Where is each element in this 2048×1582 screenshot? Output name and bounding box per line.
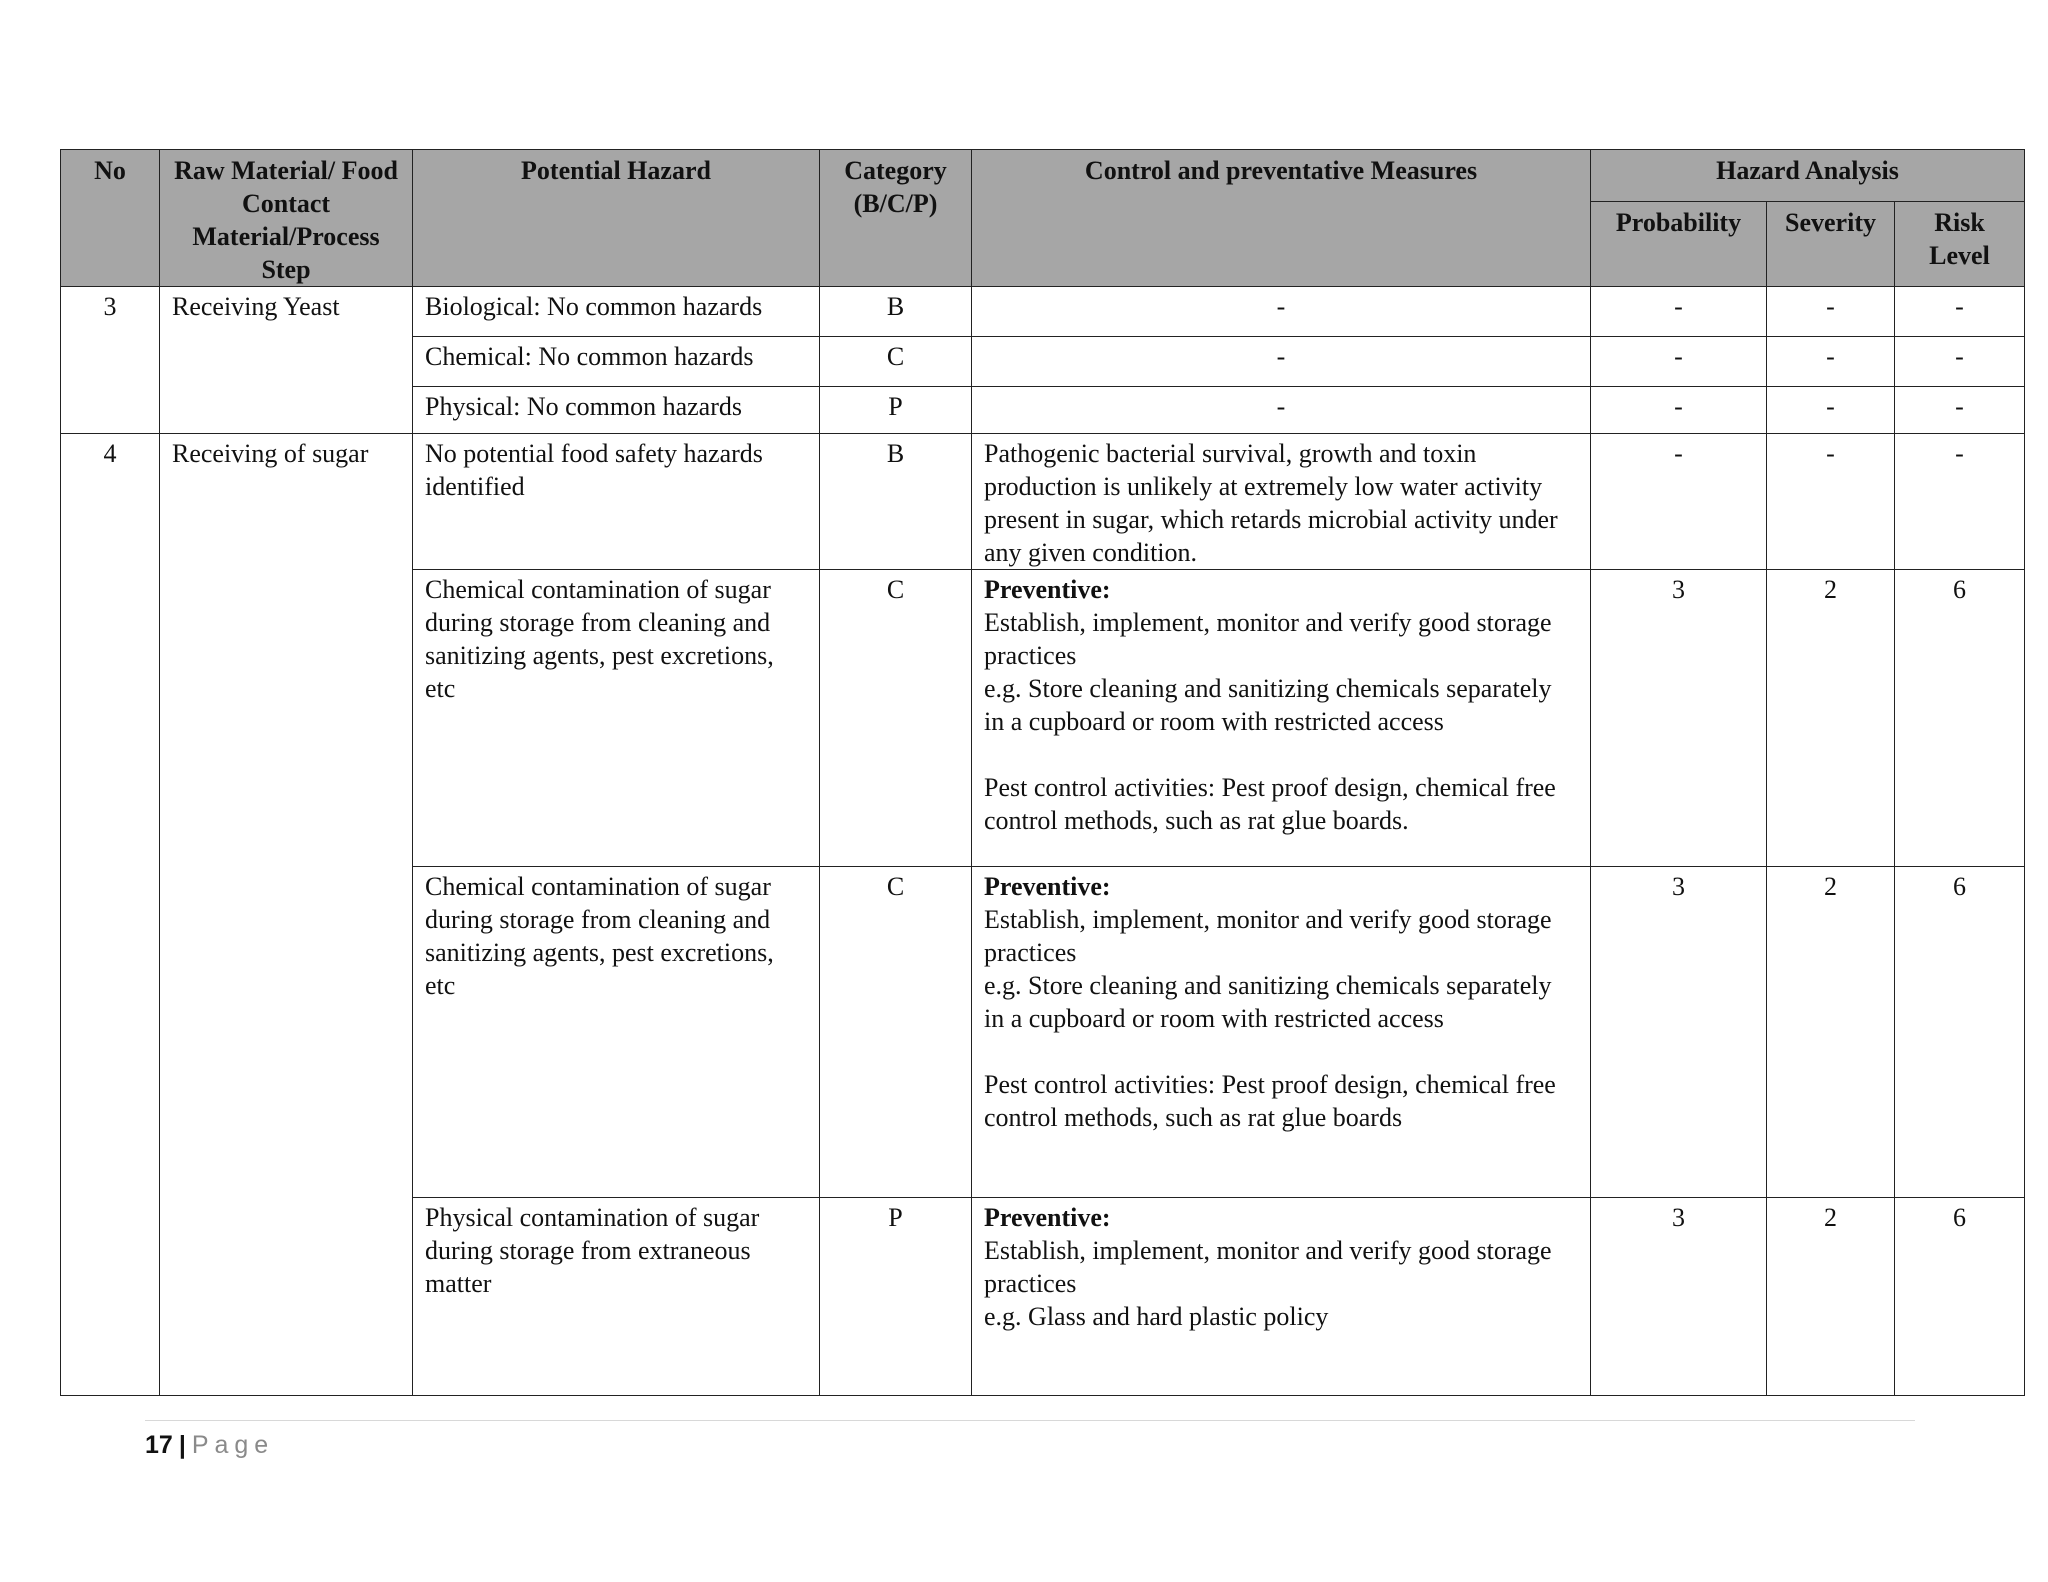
category-cell: C	[820, 570, 972, 867]
preventive-label: Preventive:	[984, 575, 1111, 604]
severity-cell: 2	[1767, 570, 1895, 867]
potential-hazard-cell: Physical: No common hazards	[413, 387, 820, 434]
control-measures-text: Establish, implement, monitor and verify good storage practices e.g. Store cleaning and sanitizing chemicals separately in a cupboard or room with restricted access Pest control activities: Pest proof design, chemical free control methods, such as rat glue boards.	[984, 608, 1556, 835]
header-probability: Probability	[1591, 201, 1767, 286]
control-measures-text: -	[1276, 342, 1286, 371]
page-number: 17	[145, 1431, 173, 1459]
risk-level-cell: 6	[1895, 570, 2025, 867]
header-no: No	[61, 150, 160, 287]
process-step-cell: Receiving of sugar	[160, 434, 413, 1396]
category-cell: P	[820, 387, 972, 434]
preventive-label: Preventive:	[984, 1203, 1111, 1232]
category-cell: P	[820, 1198, 972, 1396]
category-cell: B	[820, 287, 972, 337]
probability-cell: -	[1591, 287, 1767, 337]
risk-level-cell: -	[1895, 337, 2025, 387]
control-measures-cell	[972, 434, 1591, 570]
potential-hazard-cell: No potential food safety hazards identified	[413, 434, 820, 570]
control-measures-text: -	[1276, 292, 1286, 321]
header-category: Category (B/C/P)	[820, 150, 972, 287]
step-number-cell: 4	[61, 434, 160, 1396]
header-risk-level: Risk Level	[1895, 201, 2025, 286]
table-row	[61, 434, 2025, 570]
preventive-label: Preventive:	[984, 872, 1111, 901]
category-cell: B	[820, 434, 972, 570]
probability-cell: -	[1591, 434, 1767, 570]
probability-cell: -	[1591, 337, 1767, 387]
potential-hazard-cell: Chemical contamination of sugar during storage from cleaning and sanitizing agents, pest excretions, etc	[413, 570, 820, 867]
step-number-cell: 3	[61, 287, 160, 434]
page-footer	[145, 1420, 1915, 1460]
severity-cell: 2	[1767, 867, 1895, 1198]
control-measures-text: -	[1276, 392, 1286, 421]
process-step-cell: Receiving Yeast	[160, 287, 413, 434]
probability-cell: 3	[1591, 867, 1767, 1198]
control-measures-cell	[972, 570, 1591, 867]
severity-cell: -	[1767, 434, 1895, 570]
risk-level-cell: 6	[1895, 1198, 2025, 1396]
hazard-analysis-sheet	[60, 149, 2024, 1396]
table-body	[61, 287, 2025, 1396]
control-measures-text: Establish, implement, monitor and verify good storage practices e.g. Store cleaning and sanitizing chemicals separately in a cupboard or room with restricted access Pest control activities: Pest proof design, chemical free control methods, such as rat glue boards	[984, 905, 1556, 1132]
control-measures-cell	[972, 337, 1591, 387]
severity-cell: -	[1767, 287, 1895, 337]
header-hazard-analysis: Hazard Analysis	[1591, 150, 2025, 202]
category-cell: C	[820, 867, 972, 1198]
risk-level-cell: 6	[1895, 867, 2025, 1198]
control-measures-cell	[972, 287, 1591, 337]
risk-level-cell: -	[1895, 287, 2025, 337]
page-label: Page	[191, 1431, 275, 1459]
severity-cell: 2	[1767, 1198, 1895, 1396]
potential-hazard-cell: Chemical: No common hazards	[413, 337, 820, 387]
table-row	[61, 287, 2025, 337]
risk-level-cell: -	[1895, 434, 2025, 570]
potential-hazard-cell: Biological: No common hazards	[413, 287, 820, 337]
potential-hazard-cell: Physical contamination of sugar during storage from extraneous matter	[413, 1198, 820, 1396]
header-raw-material: Raw Material/ Food Contact Material/Process Step	[160, 150, 413, 287]
table-header	[61, 150, 2025, 287]
probability-cell: 3	[1591, 1198, 1767, 1396]
probability-cell: 3	[1591, 570, 1767, 867]
control-measures-cell	[972, 387, 1591, 434]
risk-level-cell: -	[1895, 387, 2025, 434]
probability-cell: -	[1591, 387, 1767, 434]
hazard-analysis-table	[60, 149, 2025, 1396]
control-measures-text: Pathogenic bacterial survival, growth and toxin production is unlikely at extremely low water activity present in sugar, which retards microbial activity under any given condition.	[984, 439, 1558, 567]
header-control-measures: Control and preventative Measures	[972, 150, 1591, 287]
severity-cell: -	[1767, 387, 1895, 434]
header-severity: Severity	[1767, 201, 1895, 286]
page-separator: |	[178, 1431, 186, 1459]
header-potential-hazard: Potential Hazard	[413, 150, 820, 287]
category-cell: C	[820, 337, 972, 387]
control-measures-cell	[972, 867, 1591, 1198]
potential-hazard-cell: Chemical contamination of sugar during storage from cleaning and sanitizing agents, pest excretions, etc	[413, 867, 820, 1198]
control-measures-cell	[972, 1198, 1591, 1396]
severity-cell: -	[1767, 337, 1895, 387]
control-measures-text: Establish, implement, monitor and verify good storage practices e.g. Glass and hard plastic policy	[984, 1236, 1552, 1331]
